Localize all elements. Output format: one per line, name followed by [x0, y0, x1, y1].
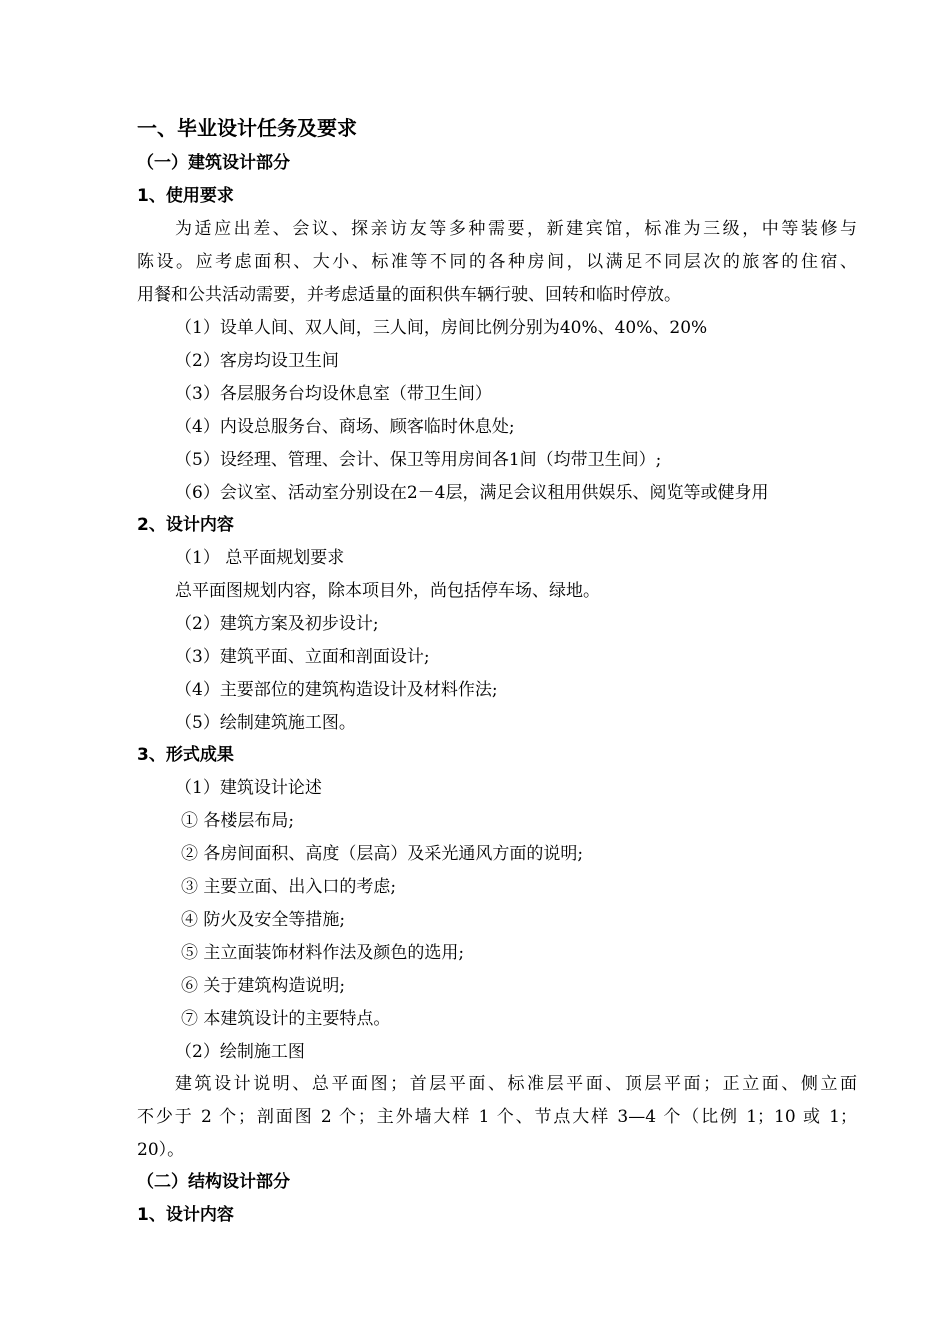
results-paragraph-line-1: 建筑设计说明、总平面图；首层平面、标准层平面、顶层平面；正立面、侧立面	[175, 1074, 857, 1094]
design-content-item-1: （1） 总平面规划要求	[175, 548, 345, 568]
results-sub-item-4: ④ 防火及安全等措施;	[181, 910, 346, 930]
design-content-title: 2、设计内容	[137, 515, 234, 535]
usage-item-5: （5）设经理、管理、会计、保卫等用房间各1间（均带卫生间）;	[175, 450, 662, 470]
results-sub-item-2: ② 各房间面积、高度（层高）及采光通风方面的说明;	[181, 844, 584, 864]
section-structure-title: （二）结构设计部分	[137, 1172, 290, 1192]
results-item-1: （1）建筑设计论述	[175, 778, 322, 798]
usage-item-4: （4）内设总服务台、商场、顾客临时休息处;	[175, 417, 515, 437]
usage-paragraph-line-2: 陈设。应考虑面积、大小、标准等不同的各种房间，以满足不同层次的旅客的住宿、	[137, 252, 857, 272]
usage-paragraph-line-1: 为适应出差、会议、探亲访友等多种需要，新建宾馆，标准为三级，中等装修与	[175, 219, 857, 239]
results-sub-item-1: ① 各楼层布局;	[181, 811, 295, 831]
design-content-item-3: （3）建筑平面、立面和剖面设计;	[175, 647, 430, 667]
results-paragraph-line-2: 不少于 2 个；剖面图 2 个；主外墙大样 1 个、节点大样 3—4 个（比例 1；10 或 1；	[137, 1107, 857, 1127]
usage-item-2: （2）客房均设卫生间	[175, 351, 339, 371]
design-content-item-4: （4）主要部位的建筑构造设计及材料作法;	[175, 680, 498, 700]
usage-item-3: （3）各层服务台均设休息室（带卫生间）	[175, 384, 492, 404]
results-sub-item-3: ③ 主要立面、出入口的考虑;	[181, 877, 397, 897]
results-paragraph-line-3: 20）。	[137, 1140, 185, 1160]
main-heading: 一、毕业设计任务及要求	[137, 116, 357, 140]
results-sub-item-7: ⑦ 本建筑设计的主要特点。	[181, 1009, 391, 1029]
results-sub-item-6: ⑥ 关于建筑构造说明;	[181, 976, 346, 996]
section-architecture-title: （一）建筑设计部分	[137, 153, 290, 173]
results-title: 3、形式成果	[137, 745, 234, 765]
usage-item-1: （1）设单人间、双人间，三人间，房间比例分别为40%、40%、20%	[175, 318, 708, 338]
results-item-2: （2）绘制施工图	[175, 1042, 305, 1062]
usage-paragraph-line-3: 用餐和公共活动需要，并考虑适量的面积供车辆行驶、回转和临时停放。	[137, 285, 681, 305]
design-content-item-1-desc: 总平面图规划内容，除本项目外，尚包括停车场、绿地。	[175, 581, 600, 601]
results-sub-item-5: ⑤ 主立面装饰材料作法及颜色的选用;	[181, 943, 465, 963]
design-content-item-2: （2）建筑方案及初步设计;	[175, 614, 379, 634]
structure-content-title: 1、设计内容	[137, 1205, 234, 1225]
usage-requirements-title: 1、使用要求	[137, 186, 234, 206]
usage-item-6: （6）会议室、活动室分别设在2－4层，满足会议租用供娱乐、阅览等或健身用	[175, 483, 769, 503]
design-content-item-5: （5）绘制建筑施工图。	[175, 713, 356, 733]
